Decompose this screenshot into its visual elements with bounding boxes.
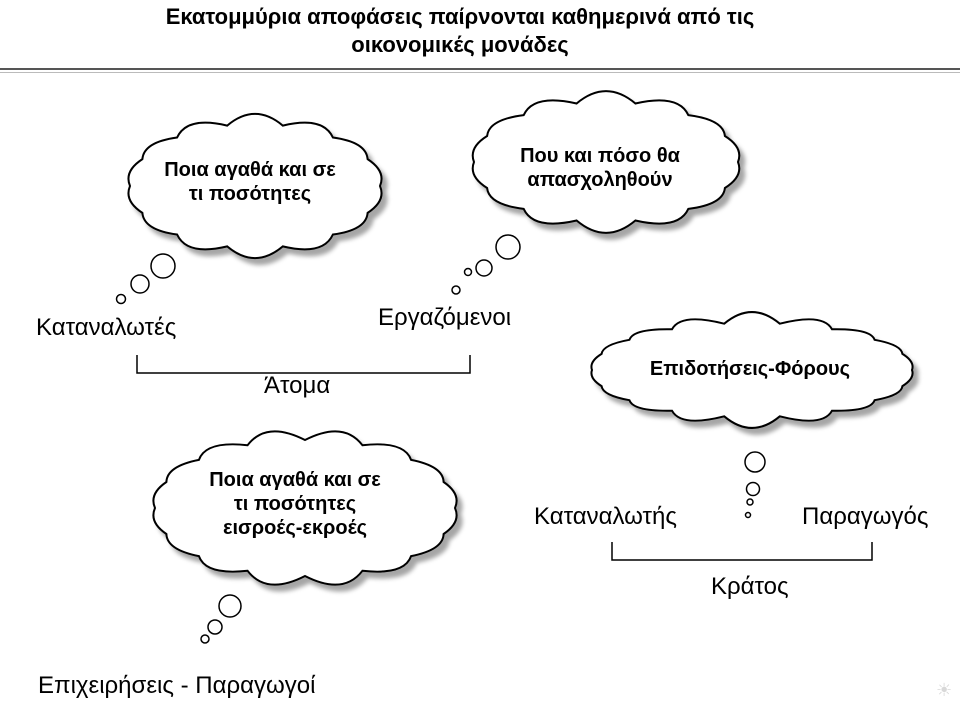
cloud-text-line: απασχοληθούν <box>527 169 673 191</box>
label-consumers: Καταναλωτές <box>36 314 177 341</box>
thought-bubble-dot <box>131 275 149 293</box>
label-producer: Παραγωγός <box>802 503 929 530</box>
thought-bubble-dot <box>452 286 460 294</box>
thought-bubble-dot <box>476 260 492 276</box>
cloud-text-consumers <box>120 158 380 206</box>
thought-bubbles-layer <box>117 235 766 643</box>
cloud-text-line: Που και πόσο θα <box>520 145 680 167</box>
thought-bubble-dot <box>746 513 751 518</box>
cloud-text-line: Επιδοτήσεις-Φόρους <box>649 358 851 380</box>
thought-bubble-dot <box>465 269 472 276</box>
label-workers: Εργαζόμενοι <box>378 304 512 331</box>
thought-bubble-dot <box>219 595 241 617</box>
label-persons: Άτομα <box>264 372 331 399</box>
thought-bubble-dot <box>151 254 175 278</box>
thought-bubble-dot <box>745 452 765 472</box>
cloud-text-line: Ποια αγαθά και σε <box>164 159 336 181</box>
diagram-title-line-2: οικονομικές μονάδες <box>351 32 569 57</box>
cloud-text-state <box>585 357 915 381</box>
cloud-text-line: τι ποσότητες <box>233 493 357 515</box>
cloud-text-line: Ποια αγαθά και σε <box>209 469 381 491</box>
thought-bubble-dot <box>747 499 753 505</box>
label-consumer: Καταναλωτής <box>534 503 677 530</box>
bracket-consumers-workers <box>137 355 470 373</box>
thought-bubble-dot <box>208 620 222 634</box>
thought-bubble-dot <box>747 483 760 496</box>
label-state: Κράτος <box>711 573 789 600</box>
bracket-consumer-producer <box>612 542 872 560</box>
thought-bubble-dot <box>117 295 126 304</box>
thought-bubble-dot <box>496 235 520 259</box>
diagram-title-line-1: Εκατομμύρια αποφάσεις παίρνονται καθημερινά από τις <box>165 4 755 29</box>
cloud-text-firms <box>165 468 425 540</box>
sun-logo-icon: ☀ <box>936 680 953 700</box>
cloud-text-line: τι ποσότητες <box>188 183 312 205</box>
thought-bubble-dot <box>201 635 209 643</box>
cloud-text-workers <box>470 144 730 192</box>
cloud-text-line: εισροές-εκροές <box>222 517 368 539</box>
label-firms: Επιχειρήσεις - Παραγωγοί <box>38 672 316 699</box>
